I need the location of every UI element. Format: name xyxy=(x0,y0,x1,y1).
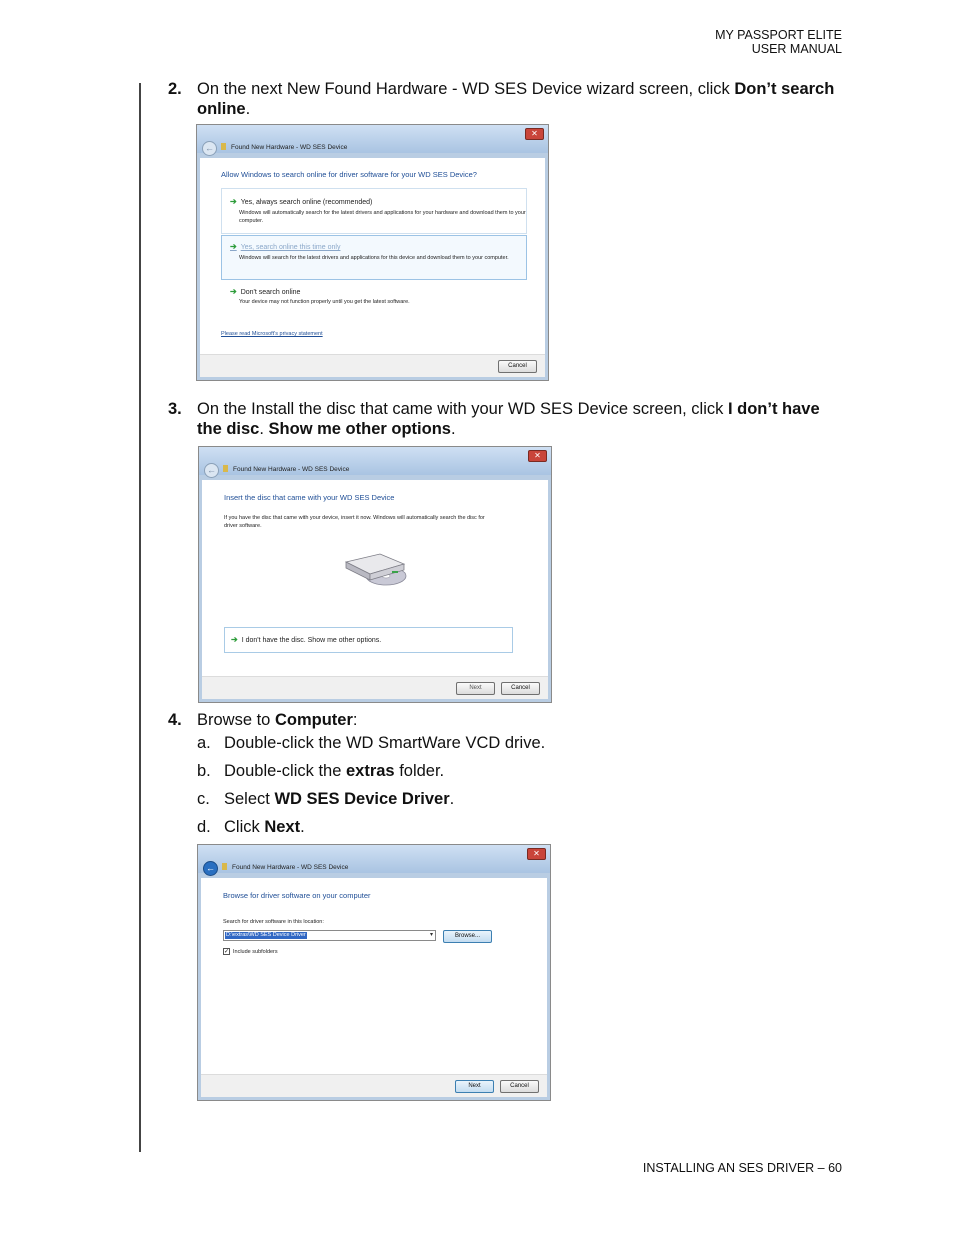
option-search-once-desc: Windows will search for the latest drivers and applications for this device and download them to your computer. xyxy=(239,255,509,261)
substep-c xyxy=(197,789,454,809)
option-title-text: Yes, always search online (recommended) xyxy=(240,199,373,206)
dialog-heading: Allow Windows to search online for driver software for your WD SES Device? xyxy=(221,170,477,179)
step-bold: Don’t search online xyxy=(197,80,835,118)
screenshot-browse-driver xyxy=(197,844,551,1101)
step-number: 2. xyxy=(168,80,182,98)
step-bold: Computer xyxy=(274,711,353,729)
step-text-end: : xyxy=(352,711,358,729)
dialog-title xyxy=(223,465,349,473)
dialog-title-text: Found New Hardware - WD SES Device xyxy=(231,144,348,151)
location-input[interactable]: D:\extras\WD SES Device Driver xyxy=(226,932,306,938)
substep-a xyxy=(197,733,545,753)
back-arrow-icon[interactable]: ← xyxy=(204,463,219,478)
close-icon[interactable]: ✕ xyxy=(525,128,544,140)
step-text: On the Install the disc that came with your WD SES Device screen, click xyxy=(197,400,728,418)
browse-button[interactable]: Browse... xyxy=(443,930,492,943)
dialog-title xyxy=(222,863,348,871)
substep-letter: d. xyxy=(197,818,211,836)
device-icon xyxy=(223,465,228,472)
substep-text-end: folder. xyxy=(394,762,445,780)
option-dont-search-desc: Your device may not function properly until you get the latest software. xyxy=(239,299,410,305)
close-icon[interactable]: ✕ xyxy=(528,450,547,462)
close-icon[interactable]: ✕ xyxy=(527,848,546,860)
substep-letter: b. xyxy=(197,762,211,780)
dialog-heading: Insert the disc that came with your WD SES Device xyxy=(224,493,395,502)
substep-bold: Next xyxy=(264,818,301,836)
cancel-button[interactable]: Cancel xyxy=(498,360,537,373)
option-title-text: Yes, search online this time only xyxy=(240,244,341,251)
substep-d xyxy=(197,817,305,837)
substep-text: Double-click the xyxy=(224,762,346,780)
device-icon xyxy=(222,863,227,870)
button-bar xyxy=(201,1074,547,1097)
step-text-end: . xyxy=(245,100,251,118)
dialog-body xyxy=(200,158,545,377)
substep-text-end: . xyxy=(449,790,455,808)
step-text: Browse to xyxy=(197,711,275,729)
step-2 xyxy=(168,79,848,119)
substep-bold: extras xyxy=(345,762,395,780)
location-combobox[interactable] xyxy=(223,930,436,941)
substep-text-end: . xyxy=(300,818,305,836)
dialog-title-text: Found New Hardware - WD SES Device xyxy=(232,864,349,871)
header-line1: MY PASSPORT ELITE xyxy=(715,28,842,42)
substep-letter: a. xyxy=(197,734,211,752)
option-dont-search-title[interactable] xyxy=(230,287,300,296)
header-line2: USER MANUAL xyxy=(751,42,842,56)
next-button[interactable]: Next xyxy=(456,682,495,695)
option-search-once-title xyxy=(230,242,340,251)
step-text-mid: . xyxy=(259,420,269,438)
substep-text: Double-click the WD SmartWare VCD drive. xyxy=(224,734,546,752)
dialog-description: If you have the disc that came with your device, insert it now. Windows will automatically search the disc for driver software. xyxy=(224,515,485,529)
page-header xyxy=(715,28,842,56)
disc-drive-icon xyxy=(342,550,412,590)
page-footer: INSTALLING AN SES DRIVER – 60 xyxy=(642,1161,842,1175)
privacy-link[interactable]: Please read Microsoft's privacy statement xyxy=(221,331,323,337)
cancel-button[interactable]: Cancel xyxy=(500,1080,539,1093)
step-text: On the next New Found Hardware - WD SES Device wizard screen, click xyxy=(197,80,735,98)
step-3 xyxy=(168,399,848,439)
chevron-down-icon[interactable]: ▾ xyxy=(429,932,433,938)
button-bar xyxy=(200,354,545,377)
green-arrow-icon: ➔ xyxy=(231,635,238,644)
step-text-end: . xyxy=(450,420,456,438)
dialog-body xyxy=(202,480,548,699)
include-subfolders-checkbox[interactable]: ✓ xyxy=(224,949,230,955)
back-arrow-icon[interactable]: ← xyxy=(202,141,217,156)
green-arrow-icon: ➔ xyxy=(230,197,237,206)
step-number: 3. xyxy=(168,400,182,418)
dialog-title xyxy=(221,143,347,151)
substep-text: Select xyxy=(224,790,275,808)
dialog-title-text: Found New Hardware - WD SES Device xyxy=(233,466,350,473)
step-4 xyxy=(168,710,848,730)
green-arrow-icon: ➔ xyxy=(230,287,237,296)
substep-b xyxy=(197,761,444,781)
substep-text: Click xyxy=(224,818,265,836)
option-title-text: I don't have the disc. Show me other options. xyxy=(241,637,382,644)
device-icon xyxy=(221,143,226,150)
substep-bold: WD SES Device Driver xyxy=(274,790,450,808)
step-number: 4. xyxy=(168,711,182,729)
location-label: Search for driver software in this location: xyxy=(223,919,324,925)
screenshot-dont-search-online xyxy=(196,124,549,381)
button-bar xyxy=(202,676,548,699)
dialog-body xyxy=(201,878,547,1097)
substep-letter: c. xyxy=(197,790,210,808)
screenshot-insert-disc xyxy=(198,446,552,703)
step-bold: I don’t have the disc xyxy=(197,400,820,438)
step-bold: Show me other options xyxy=(268,420,451,438)
option-no-disc-label xyxy=(231,635,381,644)
next-button[interactable]: Next xyxy=(455,1080,494,1093)
margin-rule xyxy=(139,83,141,1152)
green-arrow-icon: ➔ xyxy=(230,242,237,251)
option-always-search-desc: Windows will automatically search for the latest drivers and applications for your hardware and download them to your computer. xyxy=(239,210,526,224)
back-arrow-icon[interactable]: ← xyxy=(203,861,218,876)
dialog-heading: Browse for driver software on your computer xyxy=(223,891,371,900)
include-subfolders-label: Include subfolders xyxy=(233,949,278,955)
option-title-text: Don't search online xyxy=(240,289,301,296)
cancel-button[interactable]: Cancel xyxy=(501,682,540,695)
option-always-search-title xyxy=(230,197,372,206)
